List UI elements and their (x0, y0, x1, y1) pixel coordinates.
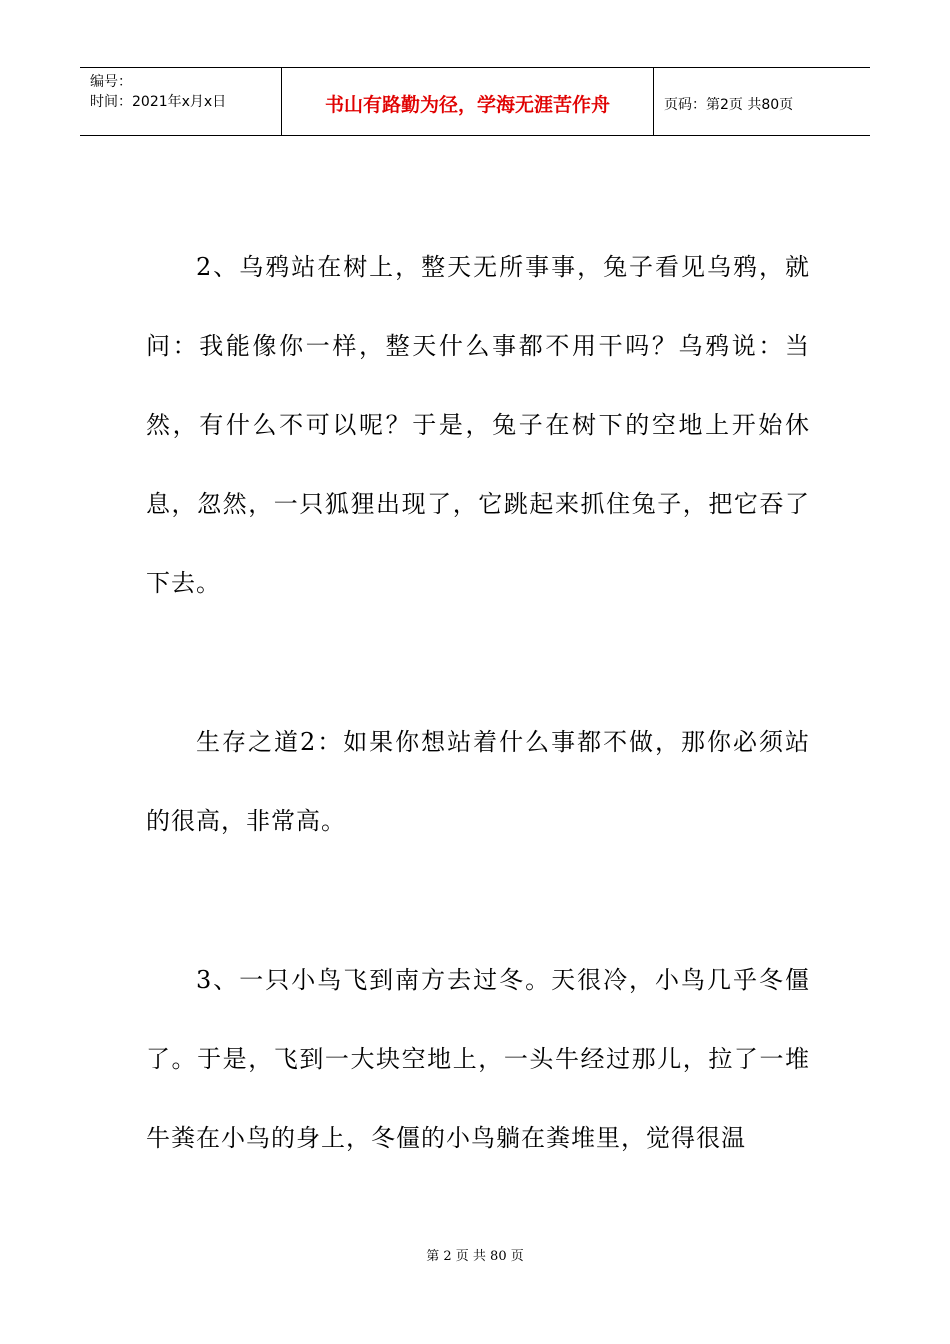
header-meta (80, 68, 282, 135)
time-label: 时间：2021年x月x日 (90, 94, 227, 110)
page-header (80, 67, 870, 136)
paragraph-2: 生存之道2：如果你想站着什么事都不做，那你必须站的很高，非常高。 (146, 728, 810, 835)
page-footer: 第 2 页 共 80 页 (426, 1249, 524, 1264)
serial-label: 编号： (90, 74, 132, 90)
paragraph-1: 2、乌鸦站在树上，整天无所事事，兔子看见乌鸦，就问：我能像你一样，整天什么事都不用干吗？乌鸦说：当然，有什么不可以呢？于是，兔子在树下的空地上开始休息，忽然，一只狐狸出现了，它跳起来抓住兔子，把它吞了下去。 (146, 253, 810, 597)
header-motto: 书山有路勤为径，学海无涯苦作舟 (282, 68, 654, 135)
paragraph-3: 3、一只小鸟飞到南方去过冬。天很冷，小鸟几乎冬僵了。于是，飞到一大块空地上，一头牛经过那儿，拉了一堆牛粪在小鸟的身上，冬僵的小鸟躺在粪堆里，觉得很温 (146, 966, 810, 1152)
header-page-label: 页码：第2页 共80页 (664, 96, 794, 113)
document-body (146, 228, 810, 1258)
